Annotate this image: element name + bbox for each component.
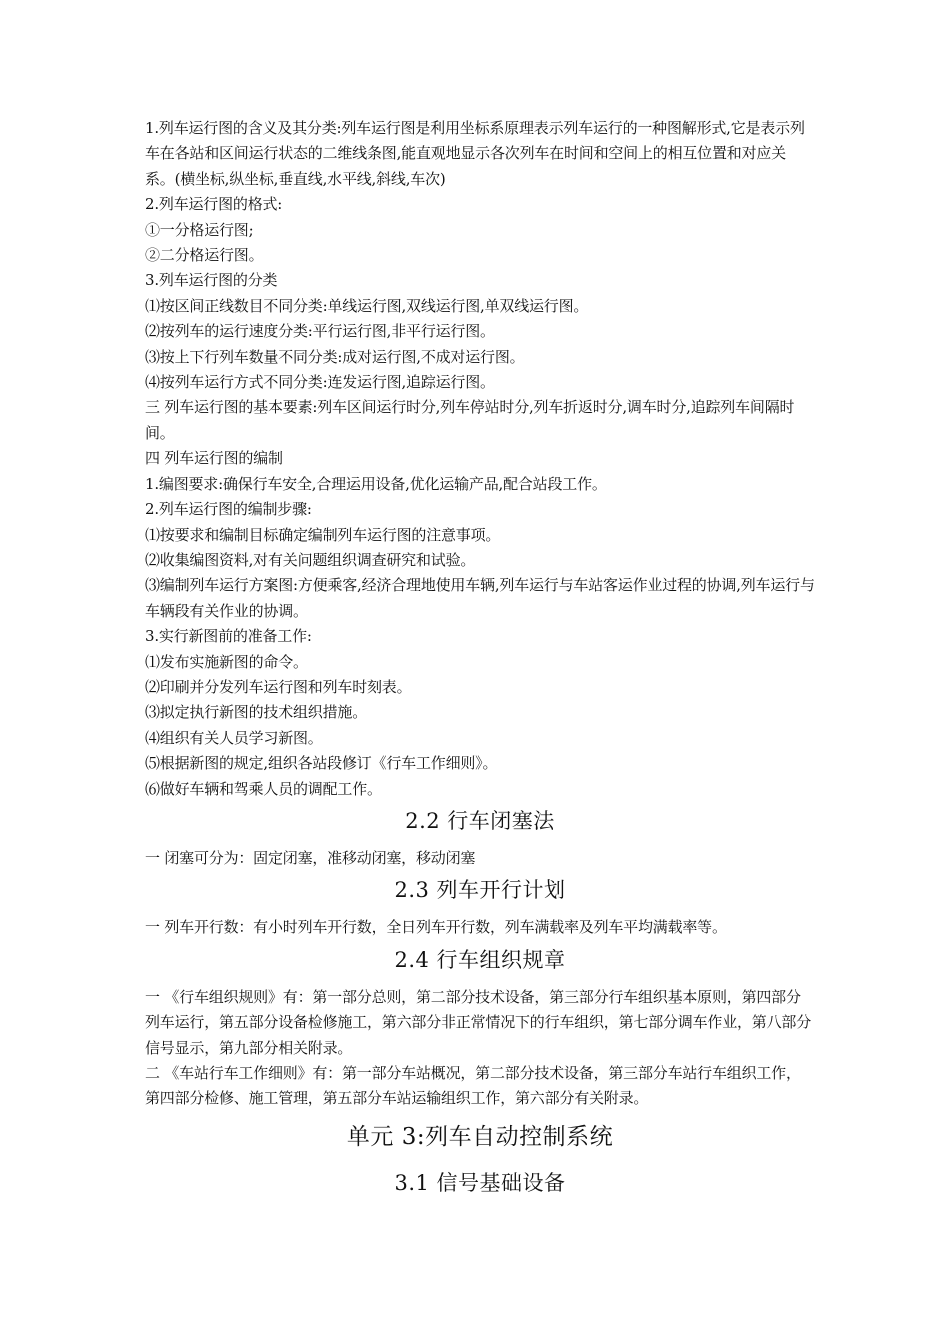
- unit-heading-3: 单元 3:列车自动控制系统: [346, 1123, 614, 1150]
- list-item: 2.列车运行图的编制步骤:: [145, 500, 312, 519]
- list-item: ⑷按列车运行方式不同分类:连发运行图,追踪运行图。: [145, 373, 495, 392]
- list-item: ⑶编制列车运行方案图:方便乘客,经济合理地使用车辆,列车运行与车站客运作业过程的协调,列车运行与车辆段有关作业的协调。: [145, 576, 815, 620]
- list-item: ⑴按要求和编制目标确定编制列车运行图的注意事项。: [145, 525, 501, 544]
- list-item: ⑴发布实施新图的命令。: [145, 652, 308, 671]
- list-item: ①一分格运行图;: [145, 220, 254, 239]
- paragraph-train-operation-count: 一 列车开行数：有小时列车开行数，全日列车开行数，列车满载率及列车平均满载率等。: [145, 918, 727, 937]
- paragraph-block-system: 一 闭塞可分为：固定闭塞，准移动闭塞，移动闭塞: [145, 848, 476, 867]
- section-heading-2-2: 2.2 行车闭塞法: [405, 808, 555, 833]
- document-content: [145, 116, 815, 1208]
- list-item: ⑶按上下行列车数量不同分类:成对运行图,不成对运行图。: [145, 347, 525, 366]
- paragraph-diagram-classification: 3.列车运行图的分类: [145, 271, 278, 290]
- paragraph-basic-elements: 三 列车运行图的基本要素:列车区间运行时分,列车停站时分,列车折返时分,调车时分,追踪列车间隔时间。: [145, 398, 795, 442]
- list-item: ⑴按区间正线数目不同分类:单线运行图,双线运行图,单双线运行图。: [145, 296, 589, 315]
- paragraph-diagram-format: 2.列车运行图的格式:: [145, 195, 283, 214]
- list-item: ⑹做好车辆和驾乘人员的调配工作。: [145, 779, 382, 798]
- section-heading-2-4: 2.4 行车组织规章: [394, 947, 566, 972]
- list-item: ⑵按列车的运行速度分类:平行运行图,非平行运行图。: [145, 322, 495, 341]
- list-item: ⑶拟定执行新图的技术组织措施。: [145, 703, 368, 722]
- list-item: ⑵收集编图资料,对有关问题组织调查研究和试验。: [145, 550, 476, 569]
- section-heading-2-3: 2.3 列车开行计划: [394, 878, 566, 903]
- list-item: 3.实行新图前的准备工作:: [145, 627, 312, 646]
- paragraph-operation-rules: 一 《行车组织规则》有：第一部分总则，第二部分技术设备，第三部分行车组织基本原则，第四部分列车运行，第五部分设备检修施工，第六部分非正常情况下的行车组织，第七部分调车作业，第八部分信号显示，第九部分相关附录。: [145, 987, 812, 1057]
- list-item: ⑵印刷并分发列车运行图和列车时刻表。: [145, 677, 412, 696]
- paragraph-train-diagram-definition: 1.列车运行图的含义及其分类:列车运行图是利用坐标系原理表示列车运行的一种图解形式,它是表示列车在各站和区间运行状态的二维线条图,能直观地显示各次列车在时间和空间上的相互位置和对应关系。(横坐标,纵坐标,垂直线,水平线,斜线,车次): [145, 119, 805, 188]
- list-item: ⑷组织有关人员学习新图。: [145, 728, 323, 747]
- paragraph-station-rules: 二 《车站行车工作细则》有：第一部分车站概况，第二部分技术设备，第三部分车站行车组织工作，第四部分检修、施工管理，第五部分车站运输组织工作，第六部分有关附录。: [145, 1064, 801, 1108]
- paragraph-diagram-compilation: 四 列车运行图的编制: [145, 449, 283, 468]
- list-item: ⑸根据新图的规定,组织各站段修订《行车工作细则》。: [145, 754, 498, 773]
- list-item: 1.编图要求:确保行车安全,合理运用设备,优化运输产品,配合站段工作。: [145, 474, 607, 493]
- section-heading-3-1: 3.1 信号基础设备: [394, 1170, 566, 1195]
- list-item: ②二分格运行图。: [145, 246, 264, 265]
